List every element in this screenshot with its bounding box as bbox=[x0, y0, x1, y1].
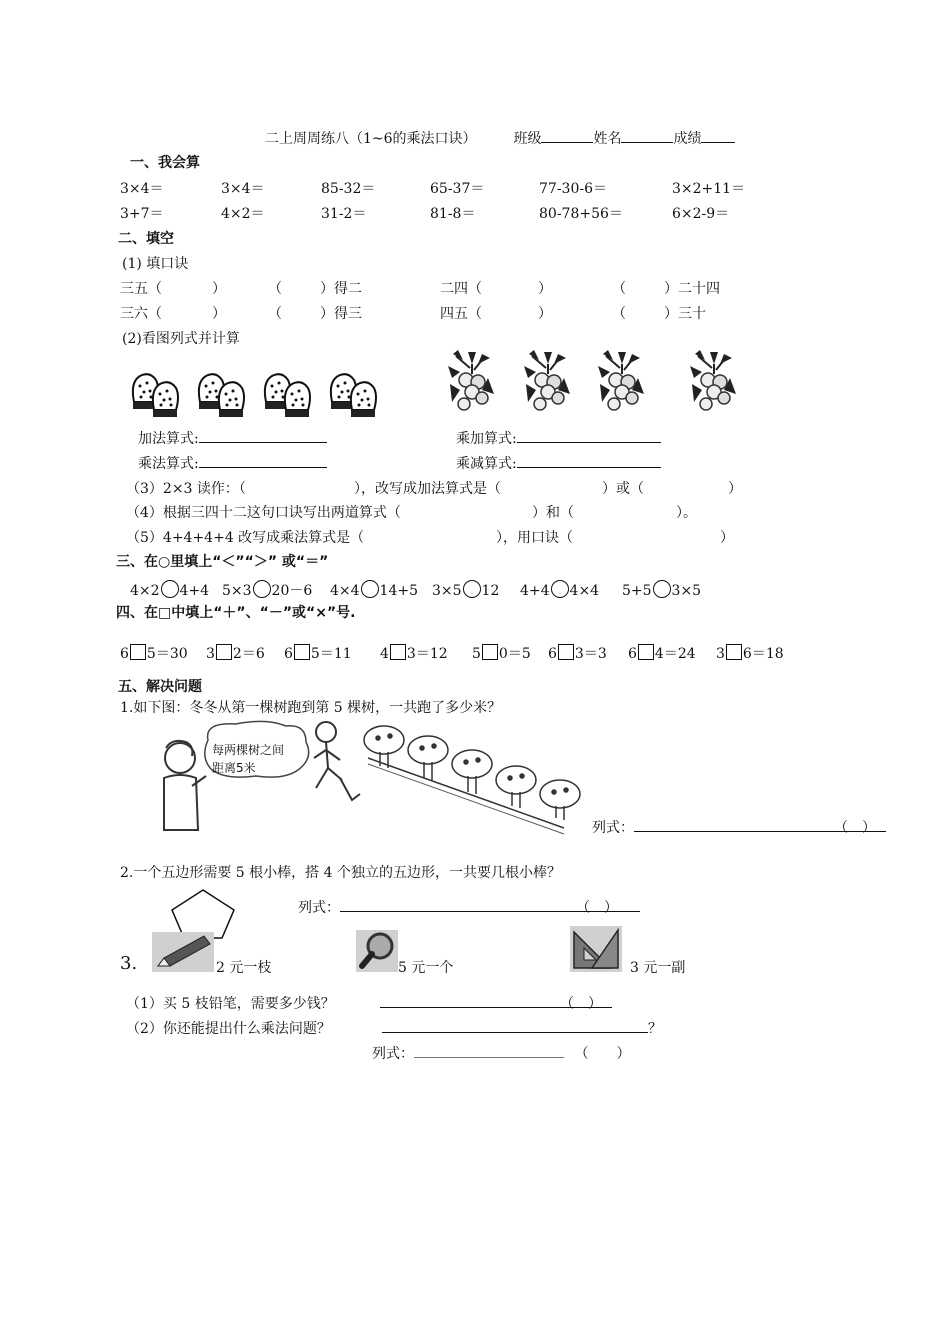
section5-heading: 五、解决问题 bbox=[118, 679, 202, 695]
calc-item: 31-2＝ bbox=[321, 206, 367, 222]
mulsub-formula-blank[interactable] bbox=[517, 453, 661, 468]
answer-paren[interactable]: （ ） bbox=[574, 1046, 631, 1062]
problem3-q1-answer bbox=[380, 993, 612, 1012]
calc-item: 81-8＝ bbox=[430, 206, 476, 222]
q3-text: ），改写成加法算式是（ bbox=[354, 481, 501, 497]
compare-circle[interactable] bbox=[653, 580, 671, 598]
q5-text: ），用口诀（ bbox=[496, 530, 573, 546]
koujue-text: （ bbox=[612, 306, 626, 322]
section4-heading: 四、在□中填上“＋”、“－”或“×”号. bbox=[116, 605, 356, 621]
operator-item: 6 4＝24 bbox=[628, 646, 696, 662]
calc-item: 65-37＝ bbox=[430, 181, 485, 197]
koujue-text: ） bbox=[212, 281, 226, 297]
magnifier-icon bbox=[356, 930, 398, 972]
compare-item: 5+5 3×5 bbox=[622, 580, 701, 599]
calc-item: 85-32＝ bbox=[321, 181, 376, 197]
formula-label: 列式： bbox=[372, 1046, 414, 1062]
mitten-pair bbox=[331, 374, 376, 417]
muladd-formula-blank[interactable] bbox=[517, 428, 661, 443]
calc-item: 3×4＝ bbox=[221, 181, 265, 197]
operator-item: 6 3＝3 bbox=[548, 646, 607, 662]
problem3-formula bbox=[372, 1043, 630, 1063]
koujue-text: ）得三 bbox=[320, 306, 362, 322]
q4-text: （4）根据三四十二这句口诀写出两道算式（ bbox=[126, 505, 401, 521]
operator-box[interactable] bbox=[638, 644, 654, 660]
problem1-text: 1.如下图：冬冬从第一棵树跑到第 5 棵树，一共跑了多少米？ bbox=[120, 700, 502, 716]
apple-branch bbox=[690, 350, 736, 410]
q1-label: (1) 填口诀 bbox=[122, 256, 189, 272]
running-trees-picture bbox=[156, 718, 596, 832]
answer-paren: （ ） bbox=[560, 996, 602, 1012]
q3-text: ） bbox=[728, 481, 742, 497]
koujue-text: （ bbox=[612, 281, 626, 297]
muladd-formula bbox=[456, 428, 661, 448]
problem1-formula bbox=[592, 817, 886, 837]
apple-branch bbox=[524, 350, 570, 410]
name-blank[interactable] bbox=[621, 128, 673, 143]
koujue-text: ） bbox=[538, 306, 552, 322]
answer-blank[interactable] bbox=[560, 993, 612, 1012]
q2-label: (2)看图列式并计算 bbox=[122, 331, 240, 347]
bubble-line-2: 距离5米 bbox=[212, 761, 256, 775]
problem3-q2-answer bbox=[382, 1018, 662, 1038]
problem3-number: 3. bbox=[120, 953, 138, 974]
q5-text: （5）4+4+4+4 改写成乘法算式是（ bbox=[126, 530, 365, 546]
mitten-pair bbox=[133, 374, 178, 417]
formula-blank[interactable] bbox=[380, 993, 560, 1008]
operator-item: 4 3＝12 bbox=[380, 646, 448, 662]
operator-item: 6 5＝30 bbox=[120, 646, 188, 662]
q5-text: ） bbox=[720, 530, 734, 546]
q2-text: （2）你还能提出什么乘法问题？ bbox=[126, 1021, 331, 1037]
section3-heading: 三、在○里填上“＜”“＞” 或“＝” bbox=[116, 554, 329, 570]
calc-item: 6×2-9＝ bbox=[672, 206, 730, 222]
mulsub-formula-label: 乘减算式: bbox=[456, 456, 517, 472]
calc-item: 77-30-6＝ bbox=[539, 181, 607, 197]
ruler-price: 3 元一副 bbox=[630, 960, 686, 976]
compare-item: 4×4 14+5 bbox=[330, 580, 418, 599]
add-formula-label: 加法算式: bbox=[138, 431, 199, 447]
koujue-text: ） bbox=[212, 306, 226, 322]
teacher-figure bbox=[164, 741, 206, 830]
q4-text: ）和（ bbox=[532, 505, 574, 521]
compare-item: 5×3 20－6 bbox=[222, 580, 312, 600]
operator-item: 3 2＝6 bbox=[206, 646, 265, 662]
operator-item: 5 0＝5 bbox=[472, 646, 531, 662]
problem3-q2 bbox=[126, 1018, 331, 1038]
apple-branch bbox=[598, 350, 644, 410]
operator-box[interactable] bbox=[130, 644, 146, 660]
title-text: 二上周周练八（1~6的乘法口诀） bbox=[265, 131, 477, 147]
koujue-text: ） bbox=[538, 281, 552, 297]
mittens-picture bbox=[128, 368, 388, 420]
mulsub-formula bbox=[456, 453, 661, 473]
koujue-text: 二四（ bbox=[440, 281, 482, 297]
triangle-ruler-icon bbox=[570, 926, 622, 972]
question-blank[interactable] bbox=[382, 1018, 648, 1033]
class-blank[interactable] bbox=[541, 128, 593, 143]
compare-circle[interactable] bbox=[161, 580, 179, 598]
operator-box[interactable] bbox=[390, 644, 406, 660]
koujue-text: ）三十 bbox=[664, 306, 706, 322]
koujue-text: （ bbox=[268, 281, 282, 297]
mitten-pair bbox=[199, 374, 244, 417]
formula-blank[interactable] bbox=[340, 897, 576, 912]
koujue-text: 三五（ bbox=[120, 281, 162, 297]
class-label: 班级 bbox=[513, 131, 542, 147]
koujue-text: （ bbox=[268, 306, 282, 322]
problem3-q1 bbox=[126, 993, 335, 1013]
formula-label: 列式： bbox=[298, 900, 340, 916]
page-title bbox=[265, 128, 735, 148]
compare-circle[interactable] bbox=[551, 580, 569, 598]
mul-formula-label: 乘法算式: bbox=[138, 456, 199, 472]
mul-formula bbox=[138, 453, 327, 473]
operator-item: 3 6＝18 bbox=[716, 646, 784, 662]
operator-box[interactable] bbox=[294, 644, 310, 660]
tree bbox=[452, 750, 492, 794]
operator-box[interactable] bbox=[726, 644, 742, 660]
formula-blank[interactable] bbox=[634, 817, 834, 832]
name-label: 姓名 bbox=[593, 131, 622, 147]
calc-item: 3+7＝ bbox=[120, 206, 164, 222]
compare-circle[interactable] bbox=[253, 580, 271, 598]
q4-text: ）。 bbox=[676, 505, 697, 521]
compare-item: 3×5 12 bbox=[432, 580, 499, 599]
problem2-formula bbox=[298, 897, 640, 917]
answer-paren: （ ） bbox=[834, 820, 876, 836]
pencil-icon bbox=[152, 932, 214, 972]
answer-blank[interactable] bbox=[576, 897, 640, 916]
formula-label: 列式： bbox=[592, 820, 634, 836]
koujue-text: 三六（ bbox=[120, 306, 162, 322]
bubble-line-1: 每两棵树之间 bbox=[212, 743, 285, 757]
compare-item: 4+4 4×4 bbox=[520, 580, 599, 599]
add-formula-blank[interactable] bbox=[199, 428, 327, 443]
tree bbox=[496, 766, 536, 808]
q3-text: （3）2×3 读作：（ bbox=[126, 481, 246, 497]
koujue-text: ）得二 bbox=[320, 281, 362, 297]
q1-text: （1）买 5 枝铅笔，需要多少钱？ bbox=[126, 996, 335, 1012]
answer-paren: （ ） bbox=[576, 900, 618, 916]
operator-box[interactable] bbox=[216, 644, 232, 660]
apple-branches-picture bbox=[448, 350, 748, 420]
tree-row bbox=[364, 726, 580, 820]
koujue-text: 四五（ bbox=[440, 306, 482, 322]
magnifier-price: 5 元一个 bbox=[398, 960, 454, 976]
score-blank[interactable] bbox=[701, 128, 735, 143]
pencil-price: 2 元一枝 bbox=[216, 960, 272, 976]
section2-heading: 二、填空 bbox=[118, 231, 174, 247]
compare-circle[interactable] bbox=[463, 580, 481, 598]
operator-box[interactable] bbox=[482, 644, 498, 660]
operator-box[interactable] bbox=[558, 644, 574, 660]
speech-bubble bbox=[205, 721, 309, 777]
section1-heading: 一、我会算 bbox=[130, 155, 200, 171]
apple-branch bbox=[448, 350, 494, 410]
calc-item: 3×4＝ bbox=[120, 181, 164, 197]
formula-blank[interactable] bbox=[414, 1043, 564, 1058]
compare-circle[interactable] bbox=[361, 580, 379, 598]
mul-formula-blank[interactable] bbox=[199, 453, 327, 468]
runner-figure bbox=[314, 722, 360, 800]
calc-item: 80-78+56＝ bbox=[539, 206, 623, 222]
mitten-pair bbox=[265, 374, 310, 417]
add-formula bbox=[138, 428, 327, 448]
operator-item: 6 5＝11 bbox=[284, 646, 352, 662]
tree bbox=[364, 726, 404, 768]
koujue-text: ）二十四 bbox=[664, 281, 720, 297]
problem2-text: 2.一个五边形需要 5 根小棒，搭 4 个独立的五边形，一共要几根小棒？ bbox=[120, 865, 561, 881]
question-mark: ？ bbox=[648, 1021, 662, 1037]
compare-item: 4×2 4+4 bbox=[130, 580, 209, 599]
calc-item: 4×2＝ bbox=[221, 206, 265, 222]
calc-item: 3×2+11＝ bbox=[672, 181, 746, 197]
tree bbox=[540, 780, 580, 820]
score-label: 成绩 bbox=[673, 131, 702, 147]
answer-blank[interactable] bbox=[834, 817, 886, 836]
tree bbox=[408, 736, 448, 780]
q3-text: ）或（ bbox=[602, 481, 644, 497]
muladd-formula-label: 乘加算式: bbox=[456, 431, 517, 447]
